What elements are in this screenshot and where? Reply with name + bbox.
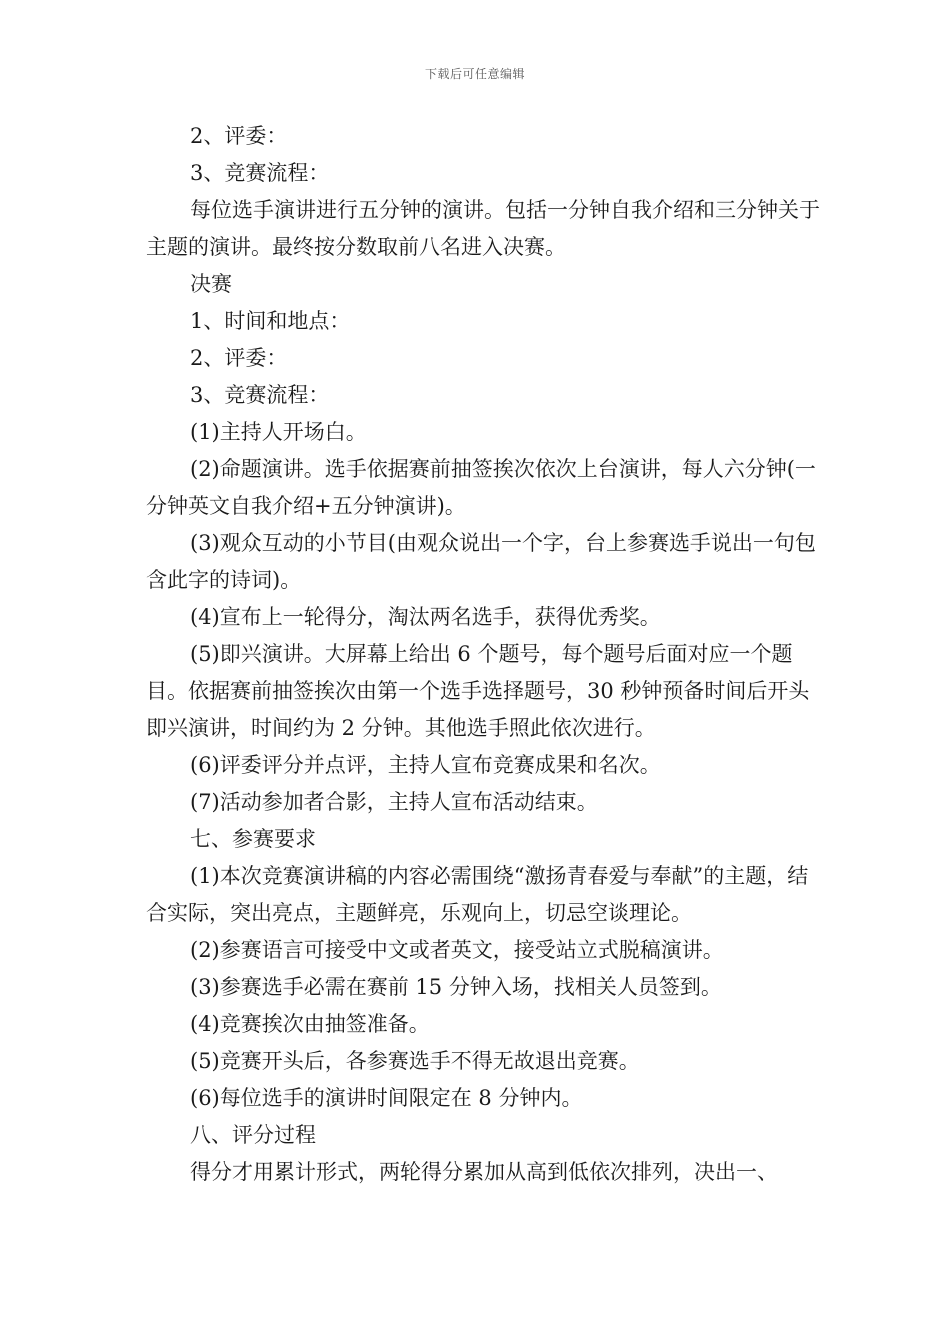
- list-item-group-photo: (7)活动参加者合影，主持人宣布活动结束。: [190, 790, 598, 814]
- paragraph-finals-process: 3、竞赛流程：: [190, 383, 330, 407]
- section-heading-scoring: 八、评分过程: [190, 1123, 316, 1147]
- requirement-time-limit: (6)每位选手的演讲时间限定在 8 分钟内。: [190, 1086, 583, 1110]
- list-item-topic-speech: (2)命题演讲。选手依据赛前抽签挨次依次上台演讲，每人六分钟(一分钟英文自我介绍+五分钟演讲)。: [146, 457, 816, 518]
- list-item-opening: (1)主持人开场白。: [190, 420, 367, 444]
- requirement-arrival: (3)参赛选手必需在赛前 15 分钟入场，找相关人员签到。: [190, 975, 722, 999]
- paragraph-process-heading: 3、竞赛流程：: [190, 161, 330, 185]
- requirement-no-withdrawal: (5)竞赛开头后，各参赛选手不得无故退出竞赛。: [190, 1049, 640, 1073]
- list-item-judging: (6)评委评分并点评，主持人宣布竞赛成果和名次。: [190, 753, 661, 777]
- paragraph-time-location: 1、时间和地点：: [190, 309, 351, 333]
- requirement-theme: (1)本次竞赛演讲稿的内容必需围绕“激扬青春爱与奉献”的主题，结合实际，突出亮点，主题鲜亮，乐观向上，切忌空谈理论。: [146, 864, 809, 925]
- list-item-impromptu-speech: (5)即兴演讲。大屏幕上给出 6 个题号，每个题号后面对应一个题目。依据赛前抽签挨次由第一个选手选择题号，30 秒钟预备时间后开头即兴演讲，时间约为 2 分钟。其他选手照此依次进行。: [146, 642, 810, 740]
- list-item-round-results: (4)宣布上一轮得分，淘汰两名选手，获得优秀奖。: [190, 605, 661, 629]
- paragraph-finals-heading: 决赛: [190, 272, 232, 296]
- page-header: 下载后可任意编辑: [424, 67, 525, 81]
- list-item-audience-interaction: (3)观众互动的小节目(由观众说出一个字，台上参赛选手说出一句包含此字的诗词)。: [146, 531, 816, 592]
- paragraph-scoring: 得分才用累计形式，两轮得分累加从高到低依次排列，决出一、: [190, 1160, 778, 1184]
- document-body: [146, 118, 822, 1191]
- section-heading-requirements: 七、参赛要求: [190, 827, 316, 851]
- requirement-order: (4)竞赛挨次由抽签准备。: [190, 1012, 430, 1036]
- paragraph-judges: 2、评委：: [190, 124, 288, 148]
- paragraph-preliminary-description: 每位选手演讲进行五分钟的演讲。包括一分钟自我介绍和三分钟关于主题的演讲。最终按分数取前八名进入决赛。: [146, 198, 820, 259]
- paragraph-finals-judges: 2、评委：: [190, 346, 288, 370]
- requirement-language: (2)参赛语言可接受中文或者英文，接受站立式脱稿演讲。: [190, 938, 724, 962]
